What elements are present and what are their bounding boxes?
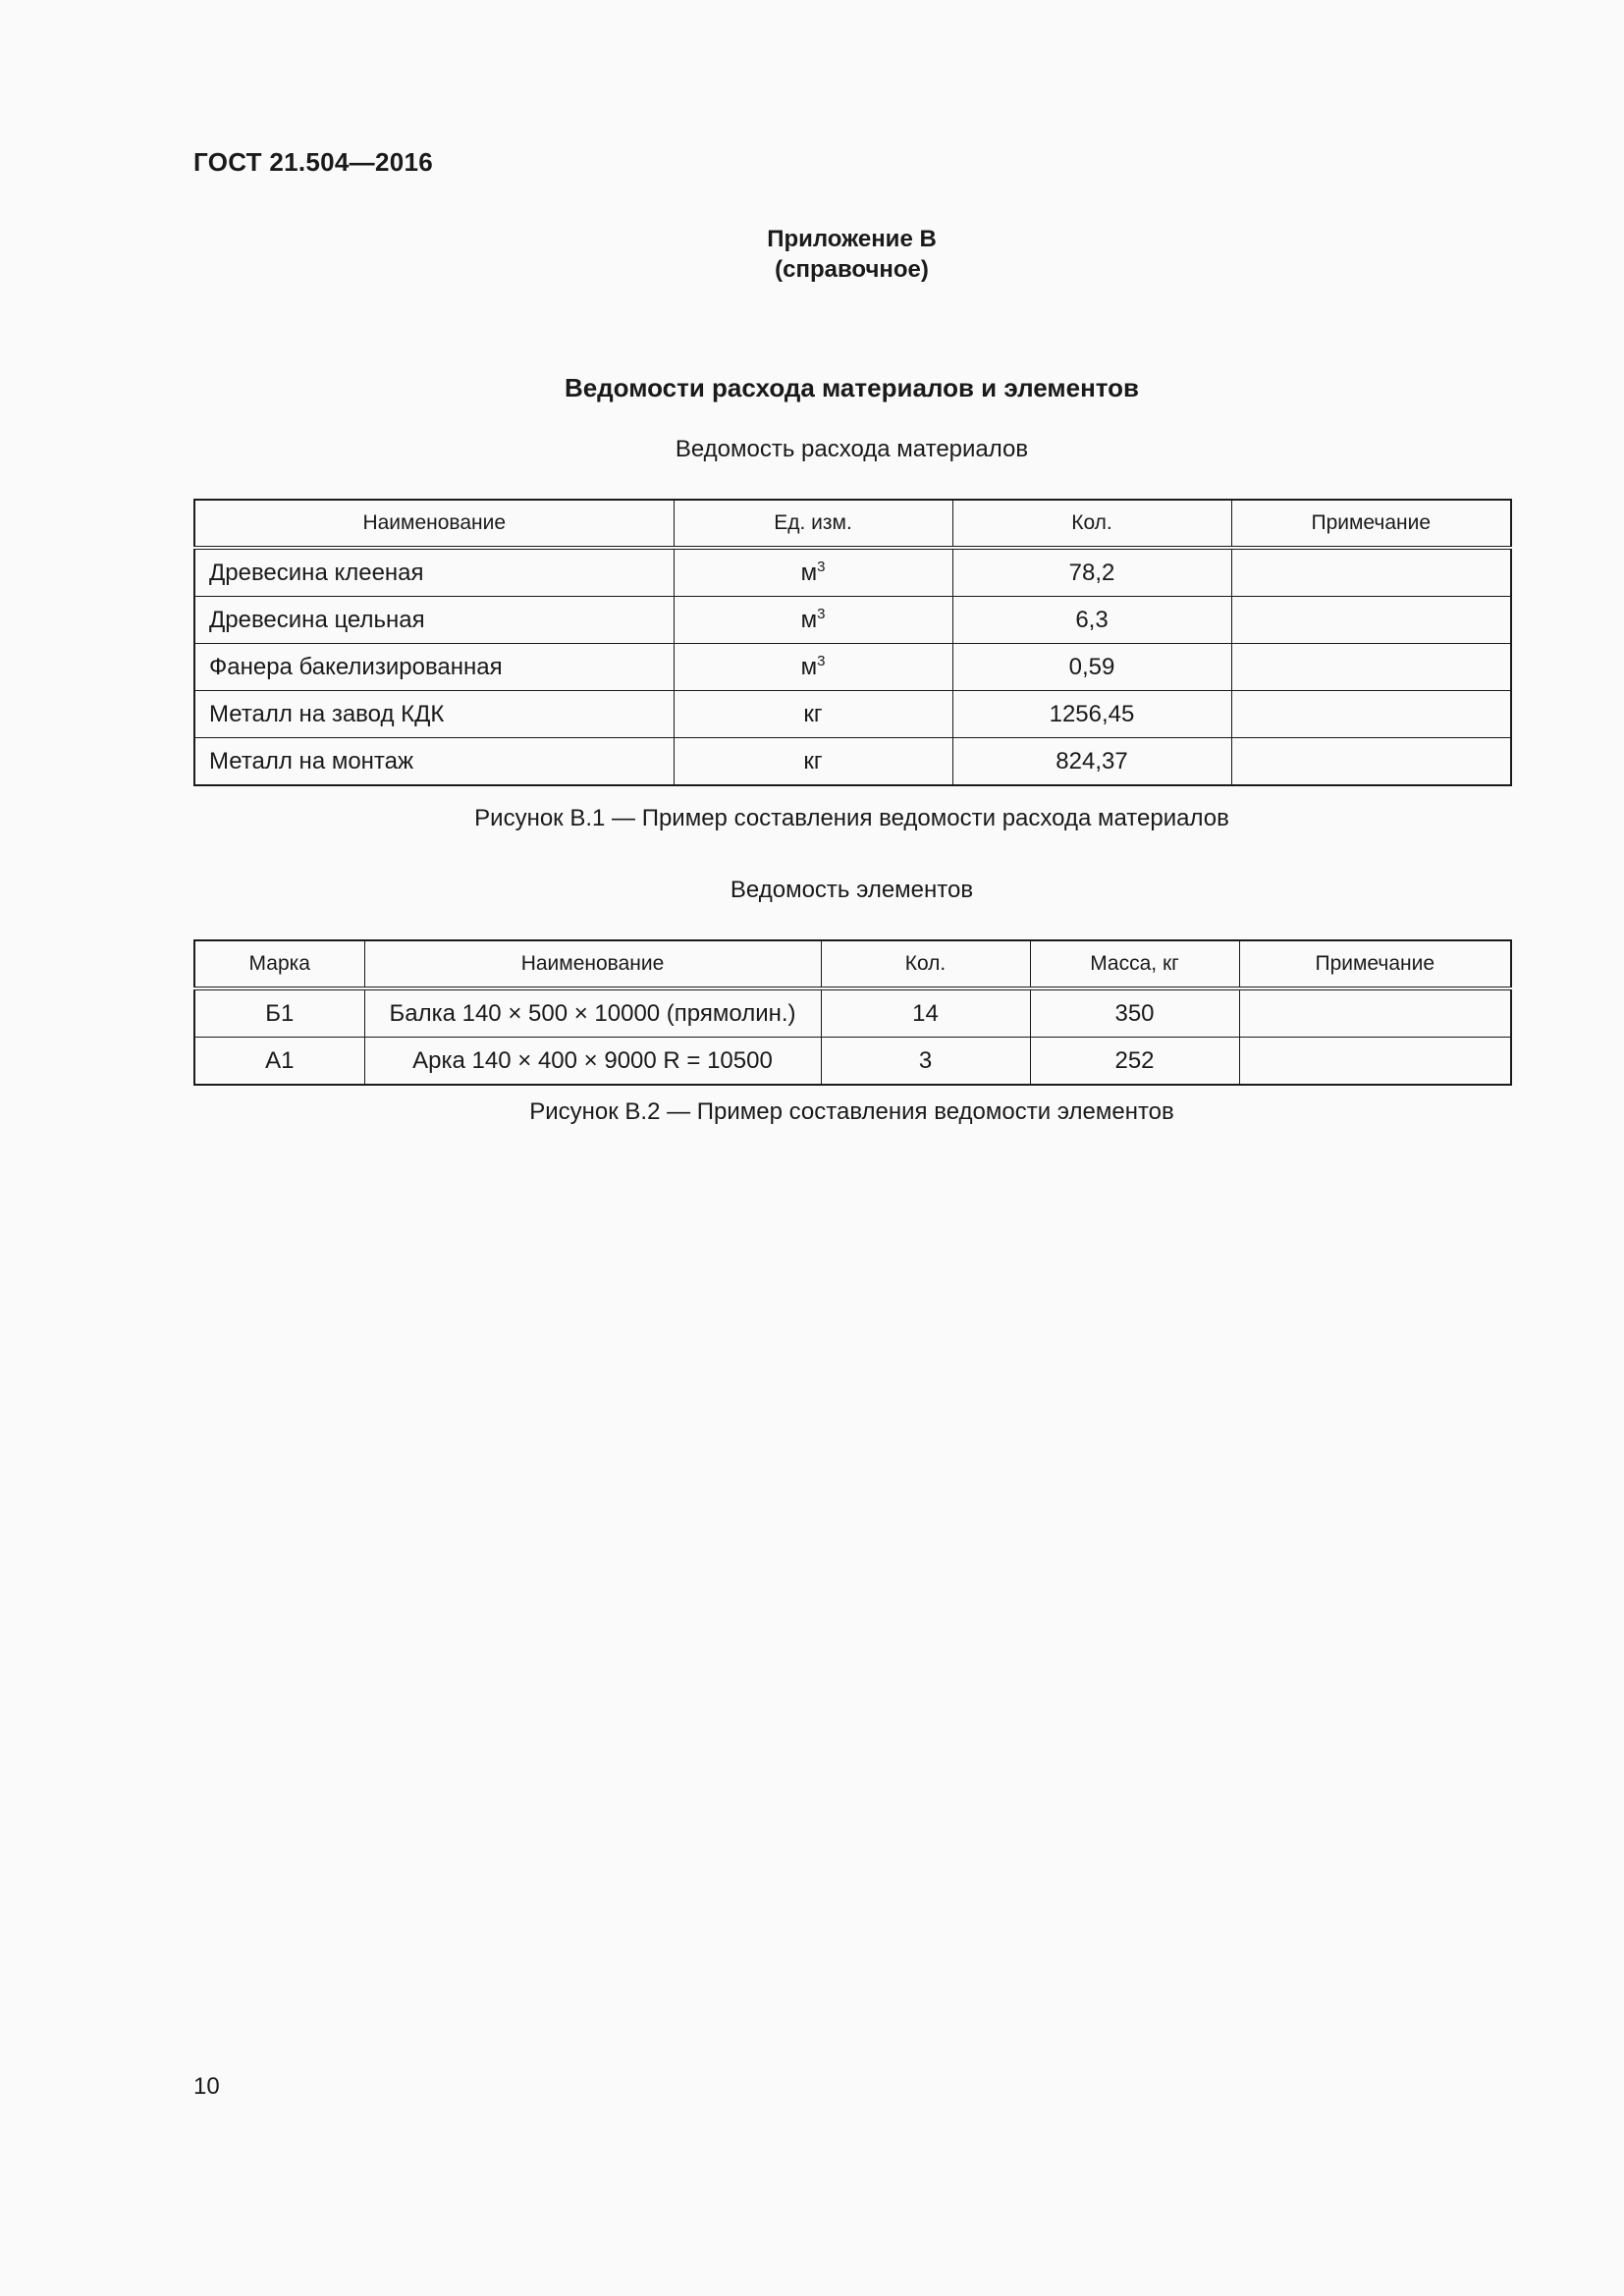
appendix-title: Приложение В <box>767 226 937 252</box>
element-qty: 3 <box>821 1038 1030 1086</box>
table-row <box>194 691 1511 738</box>
table-row <box>194 1038 1511 1086</box>
material-qty: 78,2 <box>952 548 1231 597</box>
material-name: Древесина цельная <box>194 597 674 644</box>
table-header-row <box>194 940 1511 988</box>
material-note <box>1231 691 1511 738</box>
table-row <box>194 548 1511 597</box>
material-unit: $м^3$ <box>674 597 952 644</box>
material-note <box>1231 548 1511 597</box>
table-row <box>194 597 1511 644</box>
column-header-mass: Масса, кг <box>1030 940 1239 988</box>
element-mass: 252 <box>1030 1038 1239 1086</box>
element-name: Балка 140 × 500 × 10000 (прямолин.) <box>364 988 821 1038</box>
elements-table <box>193 939 1512 1086</box>
appendix-heading <box>193 224 1510 285</box>
material-name: Металл на монтаж <box>194 738 674 786</box>
material-unit: $м^3$ <box>674 644 952 691</box>
appendix-type: (справочное) <box>775 256 929 283</box>
material-qty: 0,59 <box>952 644 1231 691</box>
material-name: Древесина клееная <box>194 548 674 597</box>
material-note <box>1231 644 1511 691</box>
element-qty: 14 <box>821 988 1030 1038</box>
materials-table-subtitle: Ведомость расхода материалов <box>675 436 1029 462</box>
material-note <box>1231 597 1511 644</box>
page-number: 10 <box>193 2073 220 2100</box>
column-header-name: Наименование <box>194 500 674 548</box>
section-title: Ведомости расхода материалов и элементов <box>564 373 1140 402</box>
material-qty: 6,3 <box>952 597 1231 644</box>
material-unit: $м^3$ <box>674 548 952 597</box>
element-note <box>1239 1038 1511 1086</box>
element-note <box>1239 988 1511 1038</box>
table-row <box>194 988 1511 1038</box>
material-qty: 824,37 <box>952 738 1231 786</box>
materials-table <box>193 499 1512 786</box>
column-header-note: Примечание <box>1231 500 1511 548</box>
element-mass: 350 <box>1030 988 1239 1038</box>
material-name: Металл на завод КДК <box>194 691 674 738</box>
elements-table-subtitle: Ведомость элементов <box>730 877 974 903</box>
material-unit: кг <box>674 738 952 786</box>
table-row <box>194 738 1511 786</box>
materials-table-caption: Рисунок В.1 — Пример составления ведомости расхода материалов <box>474 805 1229 831</box>
material-note <box>1231 738 1511 786</box>
element-mark: А1 <box>194 1038 364 1086</box>
column-header-unit: Ед. изм. <box>674 500 952 548</box>
column-header-name: Наименование <box>364 940 821 988</box>
column-header-qty: Кол. <box>821 940 1030 988</box>
material-name: Фанера бакелизированная <box>194 644 674 691</box>
document-code: ГОСТ 21.504—2016 <box>193 147 434 177</box>
material-qty: 1256,45 <box>952 691 1231 738</box>
element-mark: Б1 <box>194 988 364 1038</box>
element-name: Арка 140 × 400 × 9000 R = 10500 <box>364 1038 821 1086</box>
elements-table-caption: Рисунок В.2 — Пример составления ведомости элементов <box>529 1098 1174 1125</box>
material-unit: кг <box>674 691 952 738</box>
table-row <box>194 644 1511 691</box>
table-header-row <box>194 500 1511 548</box>
column-header-note: Примечание <box>1239 940 1511 988</box>
column-header-mark: Марка <box>194 940 364 988</box>
column-header-qty: Кол. <box>952 500 1231 548</box>
